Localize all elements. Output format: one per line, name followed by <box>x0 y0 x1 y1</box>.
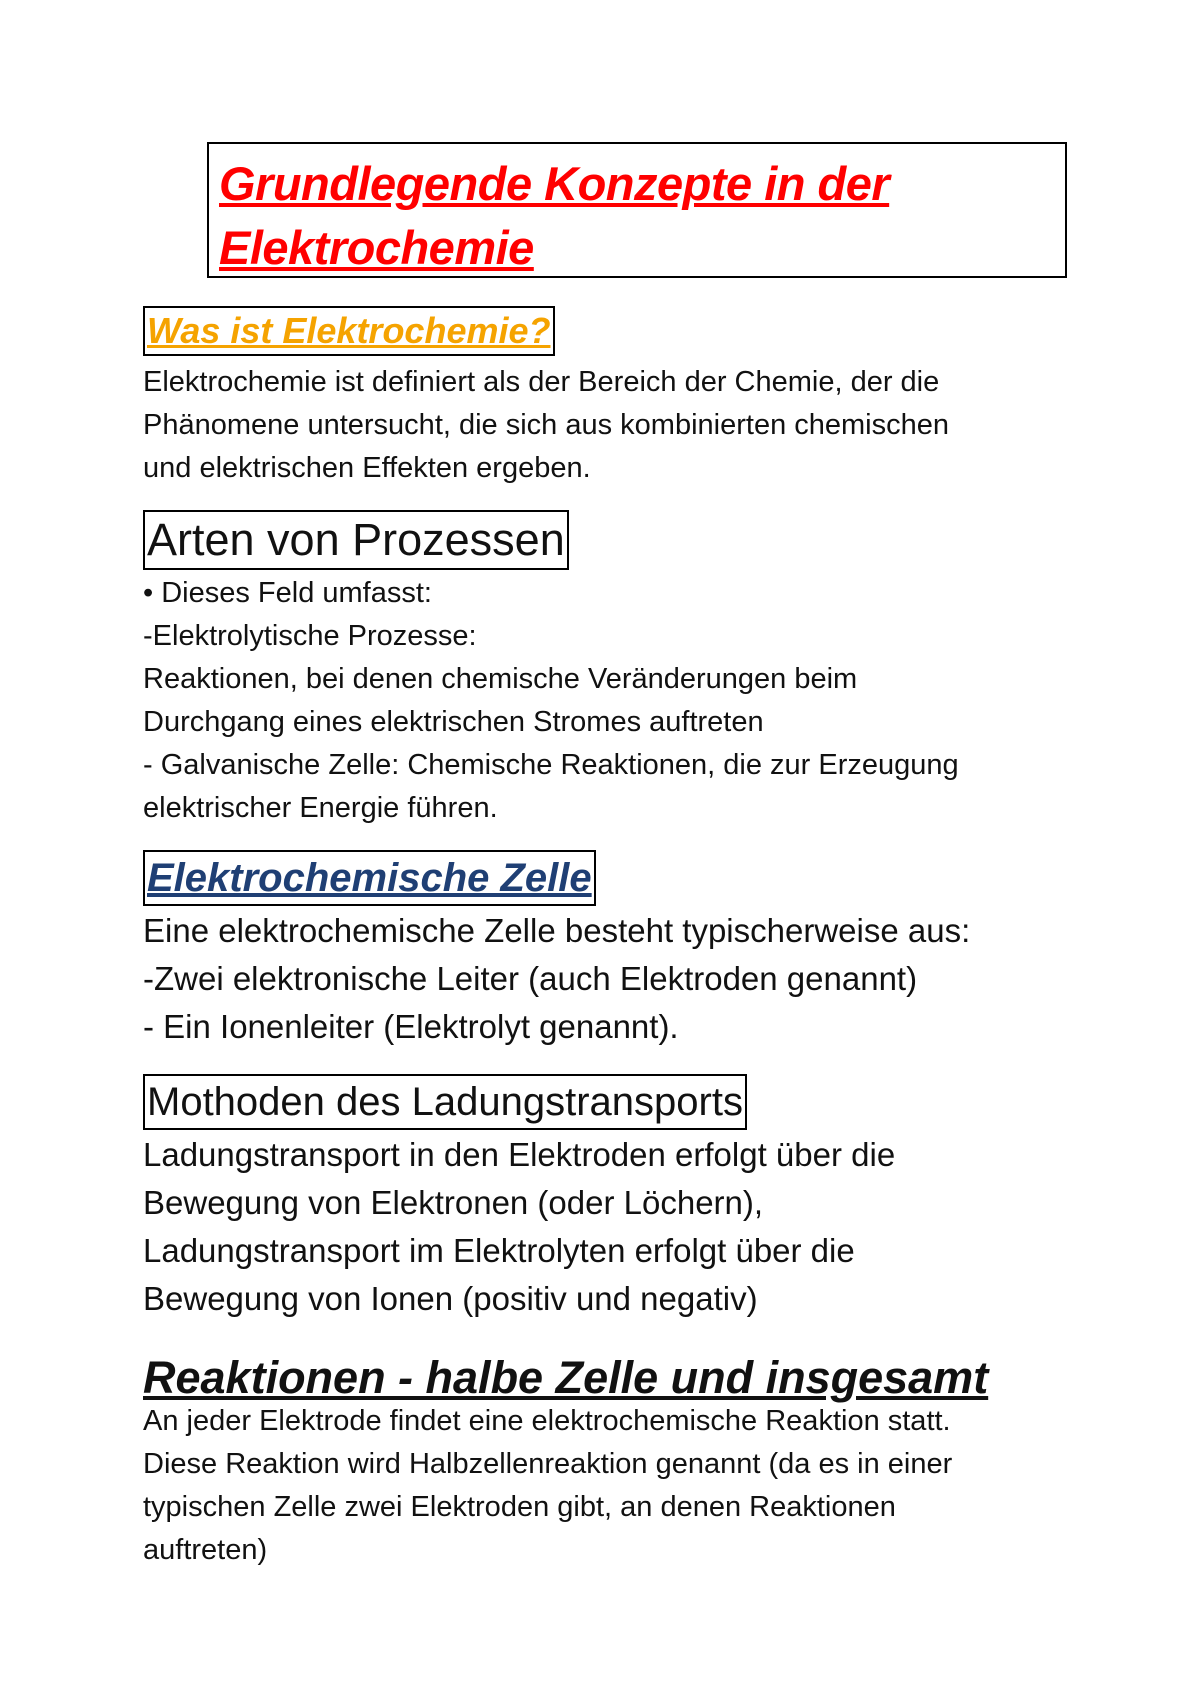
text-line: Diese Reaktion wird Halbzellenreaktion genannt (da es in einer <box>143 1448 953 1480</box>
text-line: Elektrochemie ist definiert als der Bereich der Chemie, der die <box>143 366 940 398</box>
text-line: Phänomene untersucht, die sich aus kombinierten chemischen <box>143 409 950 441</box>
text-line: - Ein Ionenleiter (Elektrolyt genannt). <box>143 1008 679 1045</box>
text-line: - Galvanische Zelle: Chemische Reaktionen, die zur Erzeugung <box>143 749 959 781</box>
section-body-was-ist-elektrochemie <box>143 361 949 490</box>
section-heading-reaktionen: Reaktionen - halbe Zelle und insgesamt <box>143 1352 989 1403</box>
section-heading-arten-von-prozessen: Arten von Prozessen <box>143 510 569 570</box>
section-heading-ladungstransport: Mothoden des Ladungstransports <box>143 1074 747 1130</box>
document-title <box>219 152 1055 280</box>
text-line: typischen Zelle zwei Elektroden gibt, an denen Reaktionen <box>143 1491 896 1523</box>
section-heading-elektrochemische-zelle: Elektrochemische Zelle <box>143 850 596 906</box>
text-line: Bewegung von Elektronen (oder Löchern), <box>143 1184 764 1221</box>
section-body-reaktionen <box>143 1400 952 1572</box>
text-line: und elektrischen Effekten ergeben. <box>143 452 591 484</box>
text-line: Ladungstransport in den Elektroden erfolgt über die <box>143 1136 896 1173</box>
text-line: -Zwei elektronische Leiter (auch Elektroden genannt) <box>143 960 918 997</box>
section-body-ladungstransport <box>143 1131 895 1323</box>
text-line: Bewegung von Ionen (positiv und negativ) <box>143 1280 758 1317</box>
text-line: Durchgang eines elektrischen Stromes auftreten <box>143 706 764 738</box>
text-line: -Elektrolytische Prozesse: <box>143 620 477 652</box>
text-line: auftreten) <box>143 1534 268 1566</box>
text-line: Ladungstransport im Elektrolyten erfolgt über die <box>143 1232 855 1269</box>
section-heading-was-ist-elektrochemie: Was ist Elektrochemie? <box>143 306 555 356</box>
text-line: • Dieses Feld umfasst: <box>143 577 432 609</box>
text-line: An jeder Elektrode findet eine elektrochemische Reaktion statt. <box>143 1405 951 1437</box>
text-line: Reaktionen, bei denen chemische Veränderungen beim <box>143 663 858 695</box>
section-body-arten-von-prozessen <box>143 572 959 830</box>
section-body-elektrochemische-zelle <box>143 907 970 1051</box>
title-box <box>207 142 1067 278</box>
text-line: Eine elektrochemische Zelle besteht typischerweise aus: <box>143 912 971 949</box>
text-line: elektrischer Energie führen. <box>143 792 498 824</box>
title-line-1: Grundlegende Konzepte in der <box>219 157 890 210</box>
title-line-2: Elektrochemie <box>219 221 534 274</box>
